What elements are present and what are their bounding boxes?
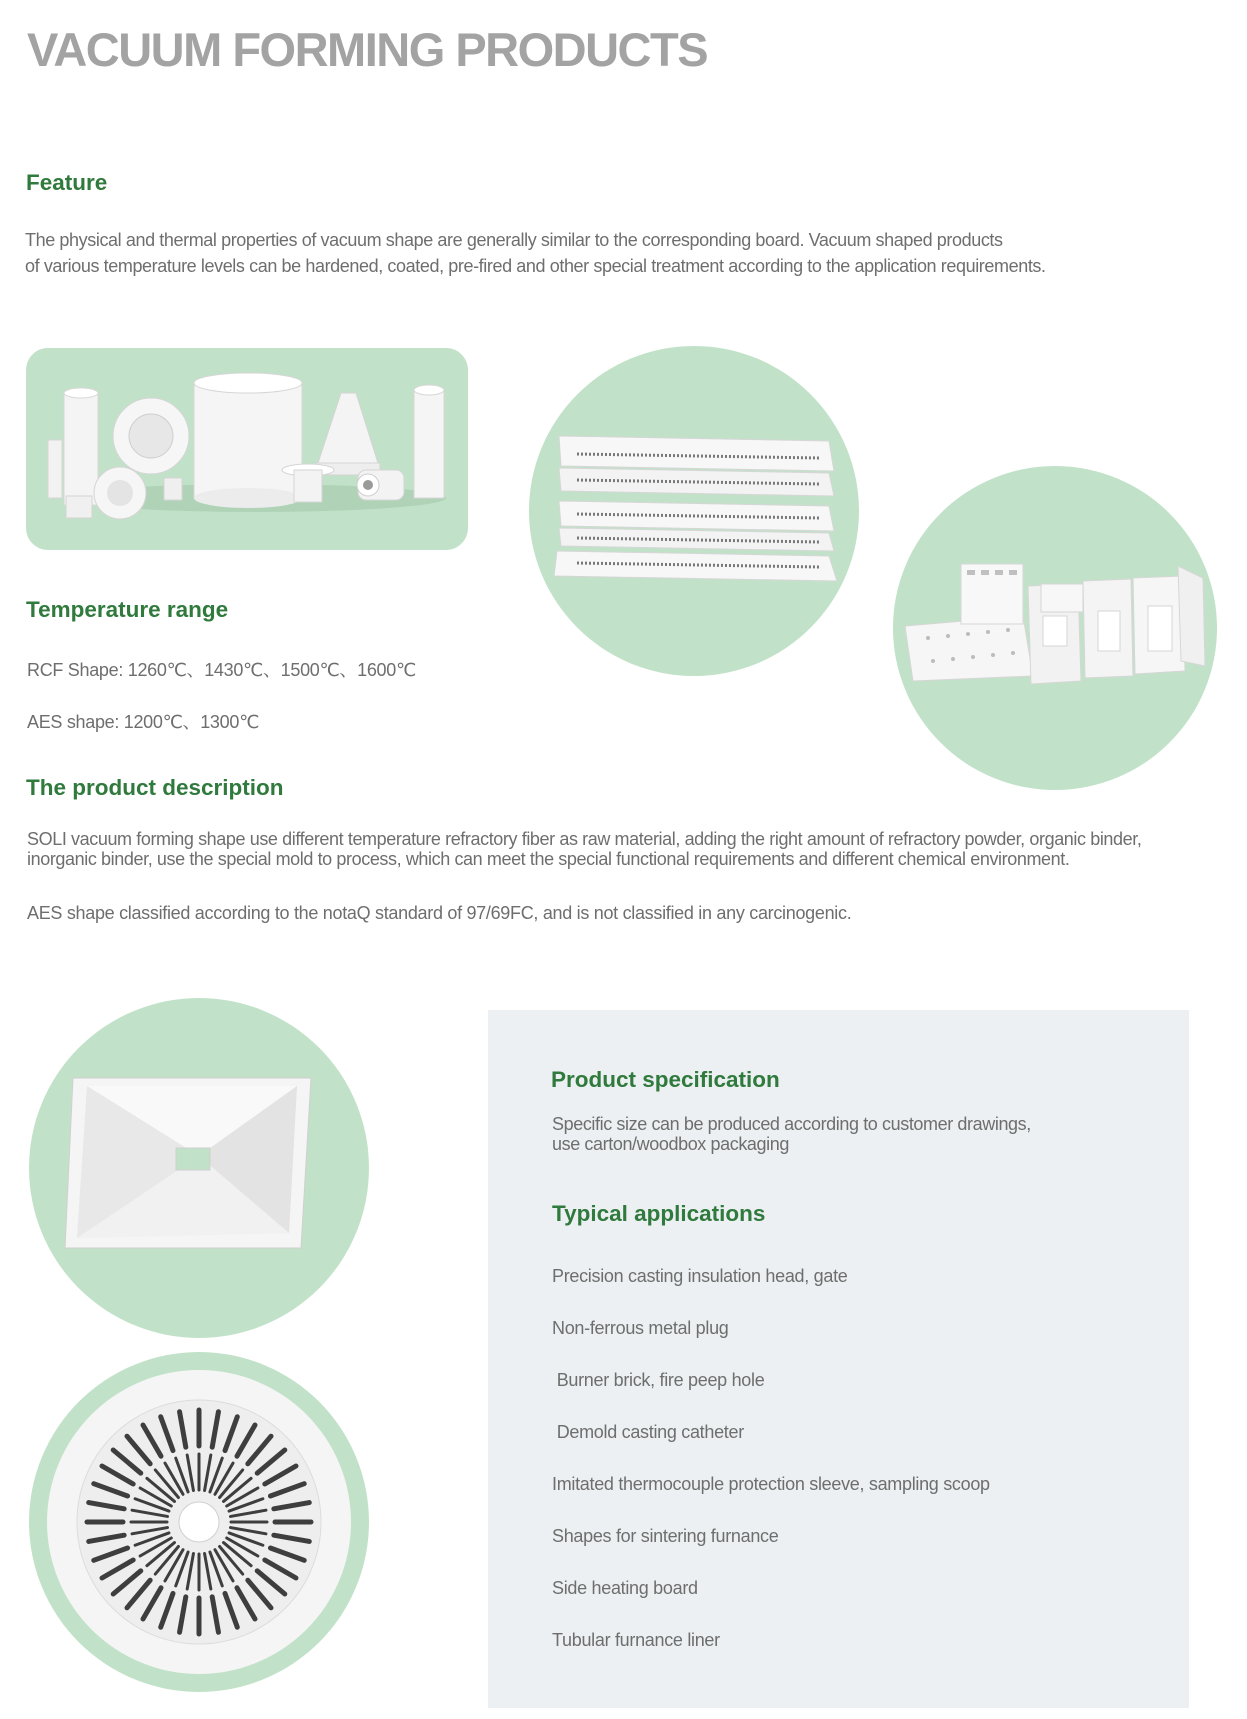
application-item: Shapes for sintering furnance: [552, 1526, 779, 1546]
application-item: Side heating board: [552, 1578, 698, 1598]
furnace-shapes-illustration: [893, 466, 1217, 790]
description-text: [27, 829, 1242, 869]
description-line-2: inorganic binder, use the special mold to process, which can meet the special functional requirements and different chemical environment.: [27, 849, 1070, 869]
radial-burner-image: [29, 1352, 369, 1692]
aes-shape-temperatures: AES shape: 1200℃、1300℃: [27, 712, 259, 732]
feature-line-1: The physical and thermal properties of vacuum shape are generally similar to the corresponding board. Vacuum shaped products: [25, 230, 1003, 250]
description-heading: The product description: [26, 775, 284, 800]
applications-list: [552, 1266, 990, 1682]
application-item: Tubular furnance liner: [552, 1630, 720, 1650]
application-item: Precision casting insulation head, gate: [552, 1266, 848, 1286]
feature-text: [25, 227, 1225, 279]
application-item: Non-ferrous metal plug: [552, 1318, 729, 1338]
product-group-illustration: [26, 348, 468, 550]
rcf-shape-temperatures: RCF Shape: 1260℃、1430℃、1500℃、1600℃: [27, 660, 416, 680]
temperature-heading: Temperature range: [26, 597, 229, 622]
heating-board-illustration: [529, 346, 859, 676]
heating-board-image: [529, 346, 859, 676]
specification-line-1: Specific size can be produced according to customer drawings,: [552, 1114, 1031, 1134]
application-item: Demold casting catheter: [552, 1422, 744, 1442]
radial-burner-illustration: [29, 1352, 369, 1692]
specification-text: [552, 1114, 1172, 1154]
specification-line-2: use carton/woodbox packaging: [552, 1134, 789, 1154]
feature-heading: Feature: [26, 170, 108, 195]
feature-line-2: of various temperature levels can be hardened, coated, pre-fired and other special treatment according to the application requirements.: [25, 256, 1046, 276]
product-group-image: [26, 348, 468, 550]
application-item: Burner brick, fire peep hole: [552, 1370, 765, 1390]
applications-heading: Typical applications: [552, 1201, 766, 1226]
aes-classification-note: AES shape classified according to the notaQ standard of 97/69FC, and is not classified in any carcinogenic.: [27, 903, 852, 923]
square-funnel-image: [29, 998, 369, 1338]
page-title: VACUUM FORMING PRODUCTS: [27, 23, 708, 76]
specification-heading: Product specification: [551, 1067, 780, 1092]
furnace-shapes-image: [893, 466, 1217, 790]
description-line-1: SOLI vacuum forming shape use different temperature refractory fiber as raw material, adding the right amount of refractory powder, organic binder,: [27, 829, 1142, 849]
specification-panel: [488, 1010, 1189, 1708]
application-item: Imitated thermocouple protection sleeve, sampling scoop: [552, 1474, 990, 1494]
square-funnel-illustration: [29, 998, 369, 1338]
